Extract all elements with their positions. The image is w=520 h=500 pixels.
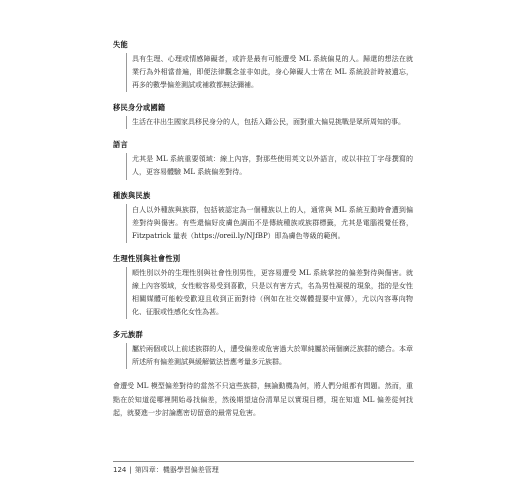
desc-race-ethnicity: 白人以外種族與族群，包括被認定為一個種族以上的人，通常與 ML 系統互動時會遭到偏差對待與傷害。有些還偏好皮膚色調而不是傳統種族或族群標籤，尤其是電腦視覺任務，Fitzpatrick 量表（https://oreil.ly/NJfBP）即為膚色等級的範例。 bbox=[126, 204, 413, 243]
desc-language: 尤其是 ML 系統重要領域：線上內容，對那些使用英文以外語言，或以非拉丁字母撰寫的人，更容易體驗 ML 系統偏差對待。 bbox=[126, 153, 413, 179]
desc-immigration: 生活在非出生國家具移民身分的人，包括入籍公民，面對重大偏見挑戰是眾所周知的事。 bbox=[126, 116, 413, 129]
term-immigration: 移民身分或國籍 bbox=[113, 103, 166, 113]
page-content bbox=[113, 40, 413, 420]
footer-separator: | bbox=[129, 466, 132, 474]
term-disability: 失能 bbox=[113, 40, 128, 49]
desc-intersectional: 屬於兩個或以上前述族群的人，遭受偏差或危害過大於單純屬於兩個廣泛族群的總合。本章所述所有偏差測試與緩解做法皆應考量多元族群。 bbox=[126, 343, 413, 369]
page-footer bbox=[113, 465, 219, 475]
term-language: 語言 bbox=[113, 140, 128, 150]
closing-paragraph: 會遭受 ML 模型偏差對待的當然不只這些族群，無論動機為何，將人們分組都有問題。然而，重點在於知道從哪裡開始尋找偏差，然後期望這份清單足以實現目標，現在知道 ML 偏差從何找起，就要進一步討論應密切留意的最常見危害。 bbox=[113, 382, 413, 417]
term-race-ethnicity: 種族與民族 bbox=[113, 190, 151, 200]
desc-disability: 具有生理、心理或情感障礙者，或許是最有可能遭受 ML 系統偏見的人。歸還的想法在就業行為外相當普遍，即便法律觀念並非如此，身心障礙人士常在 ML 系統設計時被遺忘，再多的數學偏差測試或補救都無法彌補。 bbox=[126, 53, 413, 92]
chapter-title: 第四章：機器學習偏差管理 bbox=[134, 466, 219, 474]
desc-sex-gender: 順性別以外的生理性別與社會性別男性，更容易遭受 ML 系統掌控的偏差對待與傷害。就線上內容領域，女性較容易受到喜歡，只是以有害方式，名為男性凝視的現象，指的是女性相關媒體可能較受歡迎且收到正面對待（例如在社交媒體提要中宣傳），尤以內容專向物化、征服或性感化女性為甚。 bbox=[126, 267, 413, 319]
term-intersectional: 多元族群 bbox=[113, 330, 143, 340]
term-sex-gender: 生理性別與社會性別 bbox=[113, 253, 181, 263]
footer-divider bbox=[113, 461, 414, 462]
page-number: 124 bbox=[113, 466, 127, 474]
